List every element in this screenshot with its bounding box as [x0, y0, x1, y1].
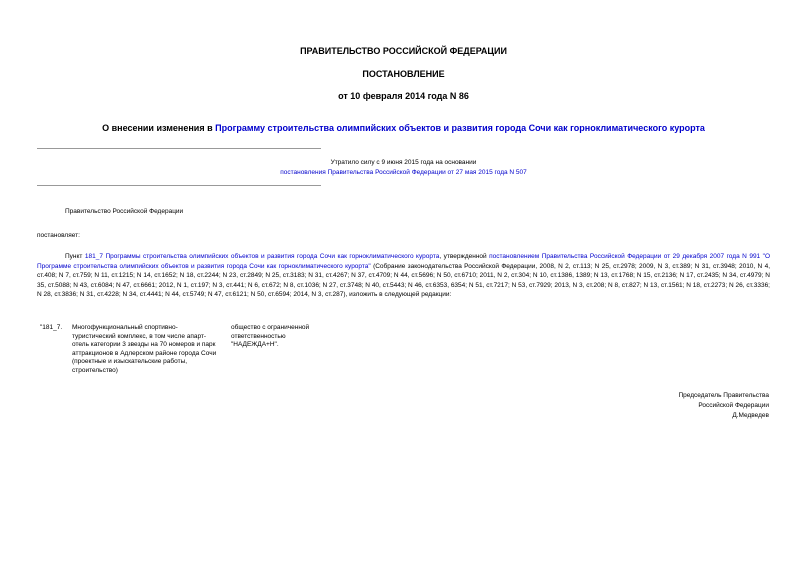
table-item-description: Многофункциональный спортивно-туристический комплекс, в том числе апарт-отель категории 3 звезды на 70 номеров и парк аттракционов в Адлерском районе города Сочи (проектные и изыскательские работы, строительство): [72, 324, 217, 374]
signature-title-1: Председатель Правительства: [678, 392, 769, 399]
note-bottom-rule: [37, 185, 321, 186]
government-line: Правительство Российской Федерации: [65, 208, 184, 215]
government-heading: ПРАВИТЕЛЬСТВО РОССИЙСКОЙ ФЕДЕРАЦИИ: [300, 46, 507, 56]
document-title-prefix: О внесении изменения в: [102, 123, 216, 133]
paragraph-rest: (Собрание законодательства Российской Федерации, 2008, N 2, ст.113; N 25, ст.2978; 2009, N 3, ст.389; N 31, ст.3948; 2010, N 4, ст.408; N 7, ст.759; N 11, ст.1215; N 14, ст.1652; N 18, ст.2244; N 23, ст.2849; N 25, ст.3183; N 31, ст.4267; N 37, ст.4709; N 44, ст.5696; N 50, ст.6710; 2011, N 2, ст.304; N 10, ст.1386, 1389; N 13, ст.1768; N 15, ст.2136; N 17, ст.2435; N 34, ст.4979; N 35, ст.5088; N 43, ст.6084; N 47, ст.6661; 2012, N 1, ст.197; N 3, ст.441; N 6, ст.672; N 8, ст.1036; N 27, ст.3748; N 40, ст.5443; N 46, ст.6353, 6354; N 51, ст.7217; N 53, ст.7929; 2013, N 3, ст.208; N 8, ст.827; N 13, ст.1561; N 18, ст.2273; N 26, ст.3336; N 28, ст.3836; N 31, ст.4228; N 34, ст.4441; N 44, ст.5749; N 47, ст.6121; N 50, ст.6594; 2014, N 3, ст.287), изложить в следующей редакции:: [37, 262, 771, 298]
table-item-organization: общество с ограниченной ответственностью "НАДЕЖДА+Н".: [231, 324, 310, 348]
paragraph-mid: , утвержденной: [439, 253, 490, 260]
table-item-number: "181_7.: [40, 324, 63, 331]
main-paragraph: [37, 252, 770, 300]
item-link[interactable]: 181_7 Программы строительства олимпийских объектов и развития города Сочи как горноклиматического курорта: [84, 253, 440, 260]
signature-name: Д.Медведев: [732, 412, 769, 419]
status-note-line1: Утратило силу с 9 июня 2015 года на основании: [330, 159, 477, 166]
paragraph-start: Пункт: [65, 253, 85, 260]
document-date-number: от 10 февраля 2014 года N 86: [338, 91, 469, 101]
document-title: [0, 123, 807, 134]
repeal-decree-link[interactable]: постановления Правительства Российской Федерации от 27 мая 2015 года N 507: [280, 169, 527, 176]
decides-line: постановляет:: [37, 232, 80, 239]
signature-title-2: Российской Федерации: [698, 402, 769, 409]
decree-991-link[interactable]: постановлением Правительства Российской Федерации от 29 декабря 2007 года N 991 "О Программе строительства олимпийских объектов и развития города Сочи как горноклиматического курорта": [37, 253, 771, 270]
program-link[interactable]: Программу строительства олимпийских объектов и развития города Сочи как горноклиматического курорта: [215, 123, 705, 133]
status-note-line2: [0, 168, 807, 177]
document-type: ПОСТАНОВЛЕНИЕ: [362, 69, 445, 79]
note-top-rule: [37, 148, 321, 149]
